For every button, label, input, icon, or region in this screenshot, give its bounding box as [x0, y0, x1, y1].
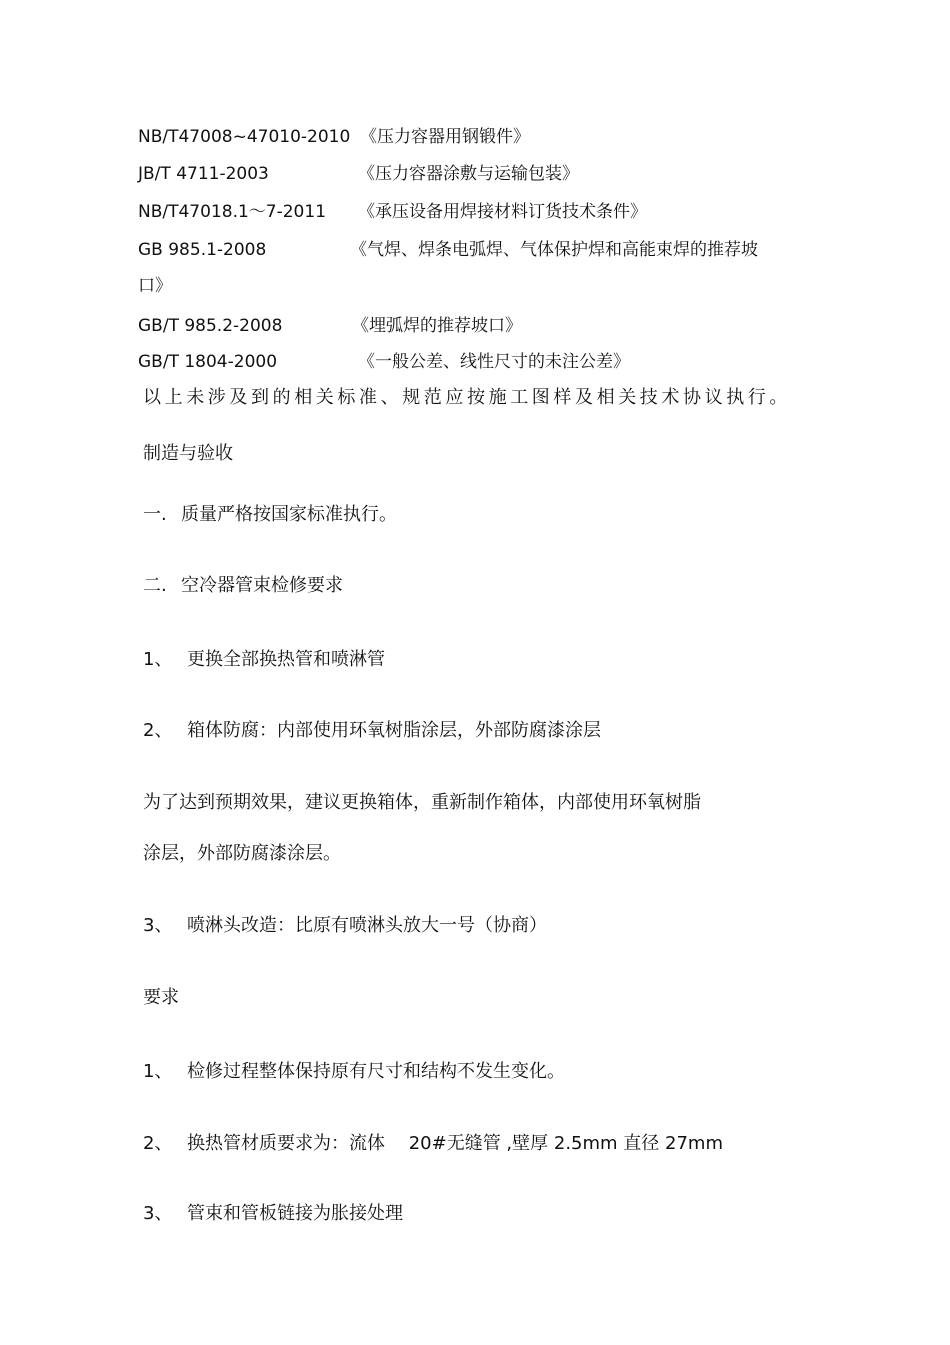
section-item-number: 二. — [143, 575, 167, 596]
section-item-number: 一. — [143, 504, 167, 525]
standard-title: 《一般公差、线性尺寸的未注公差》 — [358, 352, 630, 372]
standard-title: 《气焊、焊条电弧焊、气体保护焊和高能束焊的推荐坡 — [350, 240, 758, 260]
repair-item-text: 更换全部换热管和喷淋管 — [187, 649, 385, 670]
repair-item — [143, 720, 601, 742]
requirement-text: 检修过程整体保持原有尺寸和结构不发生变化。 — [187, 1061, 565, 1082]
requirement-text: 管束和管板链接为胀接处理 — [187, 1203, 403, 1224]
requirement-number: 2、 — [143, 1133, 173, 1154]
requirement-number: 3、 — [143, 1203, 173, 1224]
requirement-item — [143, 1203, 403, 1225]
standard-code: GB/T 985.2-2008 — [138, 316, 283, 336]
standard-title: 《埋弧焊的推荐坡口》 — [352, 316, 522, 336]
standard-code: GB 985.1-2008 — [138, 240, 267, 260]
requirements-title: 要求 — [143, 987, 179, 1008]
repair-item-text: 喷淋头改造：比原有喷淋头放大一号（协商） — [187, 915, 547, 936]
standard-code: NB/T47018.1～7-2011 — [138, 202, 327, 222]
repair-item-text: 箱体防腐：内部使用环氧树脂涂层，外部防腐漆涂层 — [187, 720, 601, 741]
section-item-text: 质量严格按国家标准执行。 — [181, 504, 397, 525]
standard-code: NB/T47008~47010-2010 — [138, 127, 351, 147]
requirement-item — [143, 1061, 565, 1083]
repair-item — [143, 649, 385, 671]
requirement-item — [143, 1133, 723, 1155]
section-item — [143, 575, 343, 597]
suggestion-line: 涂层，外部防腐漆涂层。 — [143, 843, 341, 864]
repair-item — [143, 915, 547, 937]
repair-item-number: 3、 — [143, 915, 173, 936]
standard-code: GB/T 1804-2000 — [138, 352, 278, 372]
standard-title: 《压力容器涂敷与运输包装》 — [358, 164, 579, 184]
section-item-text: 空冷器管束检修要求 — [181, 575, 343, 596]
suggestion-line: 为了达到预期效果，建议更换箱体，重新制作箱体，内部使用环氧树脂 — [143, 792, 701, 813]
repair-item-number: 1、 — [143, 649, 173, 670]
standard-title: 《承压设备用焊接材料订货技术条件》 — [358, 202, 647, 222]
standard-title: 《压力容器用钢锻件》 — [360, 127, 530, 147]
section-title: 制造与验收 — [143, 443, 233, 464]
requirement-text: 换热管材质要求为：流体 20#无缝管 ,壁厚 2.5mm 直径 27mm — [187, 1133, 723, 1154]
standards-note: 以上未涉及到的相关标准、规范应按施工图样及相关技术协议执行。 — [143, 387, 791, 408]
section-item — [143, 504, 397, 526]
requirement-number: 1、 — [143, 1061, 173, 1082]
repair-item-number: 2、 — [143, 720, 173, 741]
standard-title-continuation: 口》 — [138, 276, 172, 296]
standard-code: JB/T 4711-2003 — [138, 164, 269, 184]
